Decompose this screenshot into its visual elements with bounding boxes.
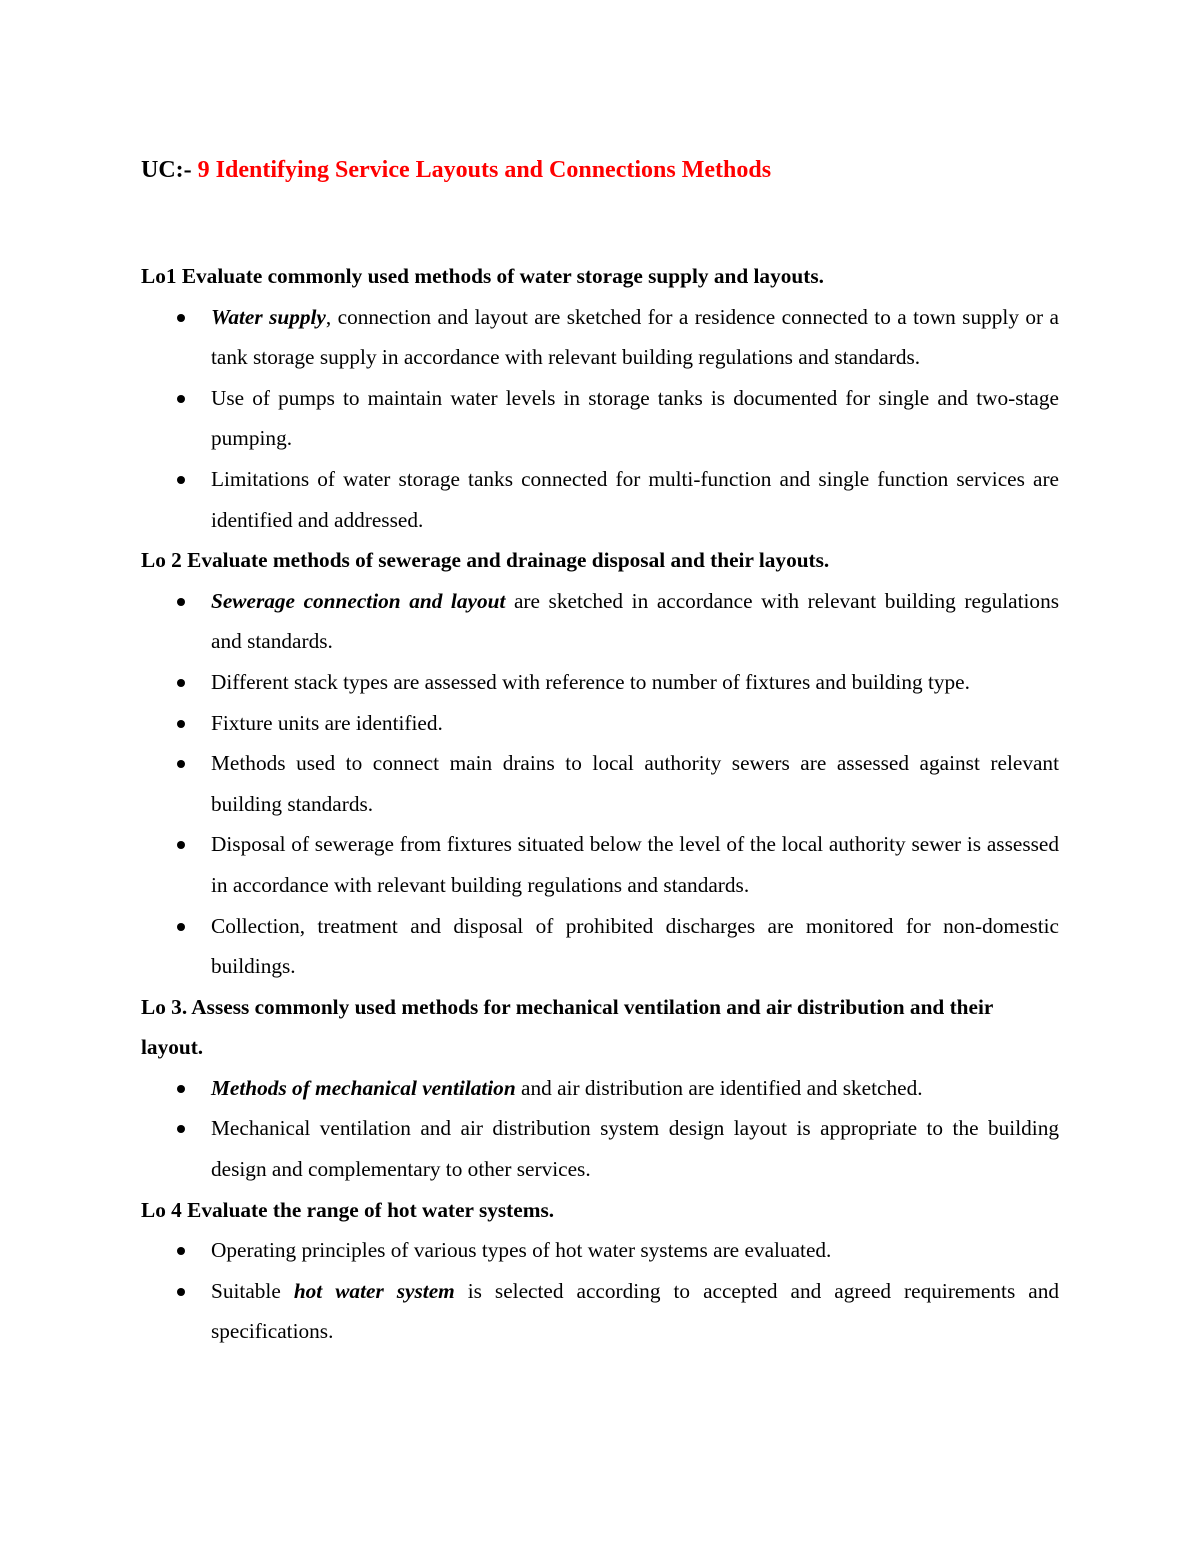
item-text: and air distribution are identified and sketched. bbox=[515, 1075, 923, 1100]
list-item bbox=[141, 459, 1059, 540]
emphasis-text: Methods of mechanical ventilation bbox=[211, 1075, 516, 1100]
bullet-list-lo4 bbox=[141, 1230, 1059, 1352]
list-item bbox=[141, 297, 1059, 378]
item-text: Collection, treatment and disposal of prohibited discharges are monitored for non-domestic buildings. bbox=[211, 913, 1059, 979]
bullet-icon bbox=[177, 923, 185, 931]
item-text: Operating principles of various types of hot water systems are evaluated. bbox=[211, 1238, 832, 1263]
list-item bbox=[141, 1068, 1059, 1109]
item-text: Different stack types are assessed with reference to number of fixtures and building type. bbox=[211, 669, 970, 694]
list-item bbox=[141, 1108, 1059, 1189]
bullet-icon bbox=[177, 395, 185, 403]
bullet-icon bbox=[177, 720, 185, 728]
list-item bbox=[141, 906, 1059, 987]
bullet-list-lo2 bbox=[141, 581, 1059, 987]
section-heading-lo2: Lo 2 Evaluate methods of sewerage and drainage disposal and their layouts. bbox=[141, 548, 830, 573]
list-item bbox=[141, 743, 1059, 824]
item-text: is selected according to accepted and agreed requirements and specifications. bbox=[211, 1278, 1059, 1344]
list-item bbox=[141, 703, 1059, 744]
list-item bbox=[141, 378, 1059, 459]
bullet-icon bbox=[177, 679, 185, 687]
section-heading-lo4: Lo 4 Evaluate the range of hot water systems. bbox=[141, 1197, 555, 1222]
emphasis-text: Water supply bbox=[211, 304, 326, 329]
bullet-list-lo1 bbox=[141, 297, 1059, 541]
emphasis-text: Sewerage connection and layout bbox=[211, 588, 506, 613]
bullet-icon bbox=[177, 1125, 185, 1133]
bullet-icon bbox=[177, 476, 185, 484]
bullet-list-lo3 bbox=[141, 1068, 1059, 1190]
page-title bbox=[141, 152, 771, 188]
bullet-icon bbox=[177, 760, 185, 768]
item-text: Use of pumps to maintain water levels in storage tanks is documented for single and two-stage pumping. bbox=[211, 385, 1059, 451]
list-item bbox=[141, 824, 1059, 905]
list-item bbox=[141, 1230, 1059, 1271]
section-heading-lo3: Lo 3. Assess commonly used methods for mechanical ventilation and air distribution and their layout. bbox=[141, 994, 993, 1060]
item-text: Disposal of sewerage from fixtures situated below the level of the local authority sewer is assessed in accordance with relevant building regulations and standards. bbox=[211, 832, 1059, 897]
bullet-icon bbox=[177, 1247, 185, 1255]
item-text: Mechanical ventilation and air distribution system design layout is appropriate to the building design and complementary to other services. bbox=[211, 1116, 1059, 1182]
item-text: are sketched in accordance with relevant building regulations and standards. bbox=[211, 588, 1060, 654]
list-item bbox=[141, 1271, 1059, 1352]
emphasis-text: hot water system bbox=[293, 1278, 455, 1303]
item-text: Methods used to connect main drains to local authority sewers are assessed against relevant building standards. bbox=[211, 751, 1059, 816]
bullet-icon bbox=[177, 841, 185, 849]
item-text: Fixture units are identified. bbox=[211, 710, 443, 735]
bullet-icon bbox=[177, 314, 185, 322]
item-text: Limitations of water storage tanks connected for multi-function and single function services are identified and addressed. bbox=[211, 466, 1059, 532]
list-item bbox=[141, 662, 1059, 703]
list-item bbox=[141, 581, 1059, 662]
bullet-icon bbox=[177, 598, 185, 606]
document-body bbox=[141, 256, 1059, 1352]
title-text: 9 Identifying Service Layouts and Connections Methods bbox=[197, 157, 772, 183]
item-text: , connection and layout are sketched for a residence connected to a town supply or a tank storage supply in accordance with relevant building regulations and standards. bbox=[211, 304, 1059, 370]
item-pre-text: Suitable bbox=[211, 1278, 294, 1303]
bullet-icon bbox=[177, 1085, 185, 1093]
section-heading-lo1: Lo1 Evaluate commonly used methods of water storage supply and layouts. bbox=[141, 264, 824, 288]
bullet-icon bbox=[177, 1288, 185, 1296]
title-prefix: UC:- bbox=[141, 157, 198, 183]
